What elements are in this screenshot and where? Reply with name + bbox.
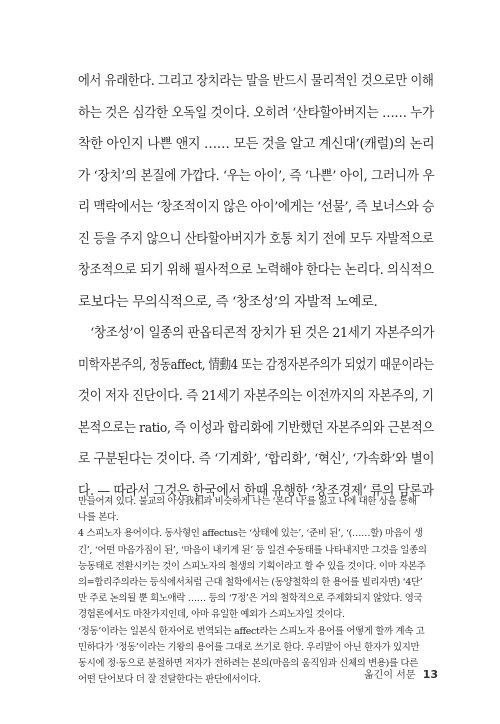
text-line: 로 구분된다는 것이다. 즉 ‘기계화’, ‘합리화’, ‘혁신’, ‘가속화’와 별이 xyxy=(78,452,435,467)
text-line: 창조적으로 되기 위해 필사적으로 노력해야 한다는 논리다. 의식적으 xyxy=(78,263,434,278)
footnote-line: 경험론에서도 마찬가지인데, 아마 유일한 예외가 스피노자일 것이다. xyxy=(78,609,345,621)
text-line: 것이 저자 진단이다. 즉 21세기 자본주의는 이전까지의 자본주의, 기 xyxy=(78,389,434,404)
text-line: 본적으로는 ratio, 즉 이성과 합리화에 기반했던 자본주의와 근본적으 xyxy=(78,420,434,436)
footnote-line: 만들어져 있다. 불교의 아상我相과 비슷하게 나는 ‘본디 나’를 잃고 나에 대한 상을 통해 xyxy=(78,496,417,507)
footnote-line: ‘정동’이라는 일본식 한자어로 번역되는 affect라는 스피노자 용어를 어떻게 할까 계속 고 xyxy=(78,625,425,637)
footnote-line: 나를 본다. xyxy=(78,512,119,524)
footnote-line: 긴’, ‘어떤 마음가짐이 된’, ‘마음이 내키게 된’ 등 일견 수동태를 나타내지만 그것을 일종의 xyxy=(78,544,427,556)
text-line: 미학자본주의, 정동affect, 情動4 또는 감정자본주의가 되었기 때문이라는 xyxy=(78,357,434,373)
text-line: 가 ‘장치’의 본질에 가깝다. ‘우는 아이’, 즉 ‘나쁜’ 아이, 그러니까 우 xyxy=(78,168,435,184)
text-line: 진 등을 주지 않으니 산타할아버지가 호통 치기 전에 모두 자발적으로 xyxy=(78,231,434,247)
text-line: ‘창조성’이 일종의 판옵티콘적 장치가 된 것은 21세기 자본주의가 xyxy=(78,326,435,341)
text-line: 로보다는 무의식적으로, 즉 ‘창조성’의 자발적 노예로. xyxy=(78,294,378,310)
text-line: 에서 유래한다. 그리고 장치라는 말을 반드시 물리적인 것으로만 이해 xyxy=(78,74,434,89)
main-text-block xyxy=(78,66,434,507)
footnote-line: 동시에 정·동으로 분절하면 저자가 전하려는 본의(마음의 움직임과 신체의 변용)를 다른 xyxy=(78,657,418,669)
footnote-line: 능동태로 전환시키는 것이 스피노자의 철생의 기획이라고 할 수 있을 것이다. 이마 자본주 xyxy=(78,560,426,572)
footnote-line: 어떤 단어보다 더 잘 전달한다는 판단에서이다. xyxy=(78,674,261,686)
footnote-line: 민하다가 ‘정동’이라는 기왕의 용어를 그대로 쓰기로 한다. 우리말이 아닌 한자가 있지만 xyxy=(78,641,420,653)
text-line: 다. — 따라서 그것은 한국에서 한때 유행한 ‘창조경제’ 류의 담론과 xyxy=(78,483,434,499)
footnote-line: 만 주로 논의될 뿐 희노애락 …… 등의 ‘7정’은 거의 철학적으로 주제화되지 않았다. 영국 xyxy=(78,593,423,605)
footnote-line: 의=합리주의라는 등식에서처럼 근대 철학에서는 (동양철학의 한 용어를 빌리자면) ‘4단’ xyxy=(78,576,423,588)
text-line: 리 맥락에서는 ‘창조적이지 않은 아이’에게는 ‘선물’, 즉 보너스와 승 xyxy=(78,200,435,215)
page-footer xyxy=(364,666,438,681)
text-line: 하는 것은 심각한 오독일 것이다. 오히려 ‘산타할아버지는 …… 누가 xyxy=(78,105,434,121)
page-number: 13 xyxy=(422,668,438,681)
running-footer-section: 옮긴이 서문 xyxy=(364,670,416,681)
footnote-line: 4 스피노자 용어이다. 동사형인 affectus는 ‘상태에 있는’, ‘준비 된’, ‘(……할) 마음이 생 xyxy=(78,528,423,540)
footnotes-block xyxy=(78,494,434,688)
text-line: 착한 아인지 나쁜 앤지 …… 모든 것을 알고 계신대’(캐럴)의 논리 xyxy=(78,137,435,152)
